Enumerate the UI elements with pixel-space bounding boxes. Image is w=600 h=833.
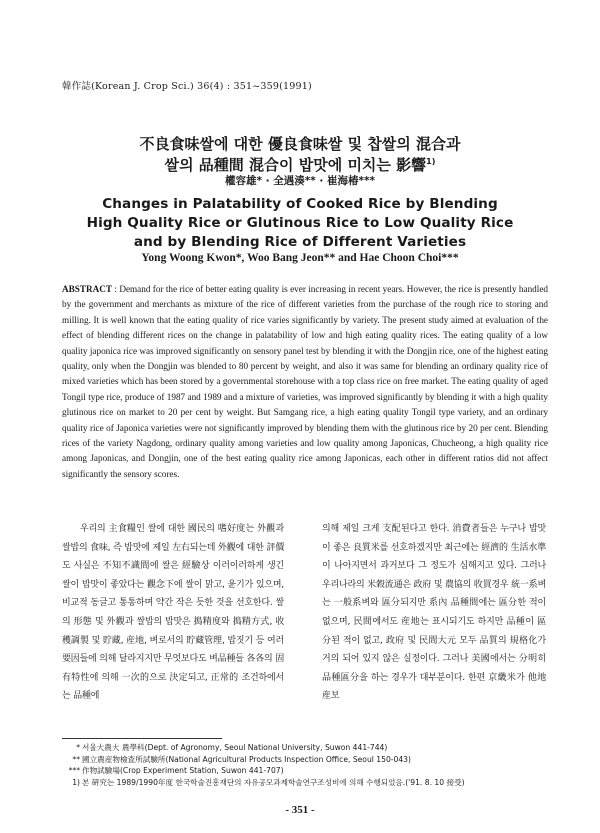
footnote-divider xyxy=(62,738,222,739)
title-footnote-mark: 1) xyxy=(426,157,436,166)
english-authors: Yong Woong Kwon*, Woo Bang Jeon** and Hae Choon Choi*** xyxy=(141,252,459,264)
abstract-label: ABSTRACT xyxy=(62,284,113,294)
footnote-funding xyxy=(62,777,552,789)
footnote-affiliation-3 xyxy=(62,765,552,777)
footnote-text: 서울大農大 農學科(Dept. of Agronomy, Seoul National University, Suwon 441-744) xyxy=(82,743,388,752)
korean-title-line-2 xyxy=(40,152,560,175)
korean-authors: 權容雄* · 全遇湊** · 崔海椿*** xyxy=(224,175,376,187)
footnote-mark: 1) xyxy=(72,777,80,787)
korean-title-text-2: 쌀의 品種間 混合이 밥맛에 미치는 影響 xyxy=(164,156,427,174)
body-right-column: 의해 제일 크게 支配된다고 한다. 消費者들은 누구나 밥맛이 좋은 良質米를 선호하겠지만 최근에는 經濟的 生活水準이 나아지면서 과거보다 그 정도가 심해지고 있다. 그러나 우리나라의 米穀流通은 政府 및 農協의 收買경우 統一系벼는 一般系벼와 區分되지만 系內 品種間에는 區分한 적이 없으며, 民間에서도 産地는 표시되기도 하지만 品種이 區分된 적이 없고, 政府 및 民間大元 모두 品質의 規格化가 거의 되어 있지 않은 실정이다. 그러나 美國에서는 分明히 品種區分을 하는 경우가 대부분이다. 한편 京畿米가 他地産보 xyxy=(322,524,546,702)
body-left-column: 우리의 主食糧인 쌀에 대한 國民의 嗜好度는 外觀과 쌀밥의 食味, 즉 밥맛에 제일 左右되는데 外觀에 대한 評價도 사실은 不知不識間에 쌀은 經驗상 이러이러하게 생긴 쌀이 밥맛이 좋았다는 觀念下에 쌀이 맑고, 윤기가 있으며, 비교적 동글고 통통하며 약간 작은 듯한 것을 선호한다. 쌀의 形態 및 外觀과 쌀밥의 밥맛은 搗精度와 搗精方式, 收穫調製 및 貯藏, 産地, 벼로서의 貯藏管理, 밥짓기 등 여러要因들에 의해 달라지지만 무엇보다도 벼品種들 各各의 固有特性에 의해 一次的으로 決定되고, 正常的 조건하에서는 品種에 xyxy=(62,524,284,702)
journal-reference: 韓作誌(Korean J. Crop Sci.) 36(4) : 351~359(1991) xyxy=(62,81,312,92)
english-title-line-3: and by Blending Rice of Different Varieties xyxy=(133,234,467,250)
footnote-mark: *** xyxy=(68,766,80,776)
footnote-mark: ** xyxy=(72,754,80,764)
abstract xyxy=(62,282,548,482)
footnote-text: 作物試驗場(Crop Experiment Station, Suwon 441-707) xyxy=(82,766,284,776)
footnote-affiliation-1 xyxy=(62,742,552,754)
footnotes xyxy=(62,742,552,788)
english-title-line-1: Changes in Palatability of Cooked Rice by Blending xyxy=(102,196,498,212)
footnote-text: 본 硏究는 1989/1990年度 한국학술진흥재단의 자유공모과제학술연구조성비에 의해 수행되었음.('91. 8. 10 接受) xyxy=(82,777,465,787)
english-title-line-2: High Quality Rice or Glutinous Rice to Low Quality Rice xyxy=(86,215,514,231)
footnote-mark: * xyxy=(76,743,80,752)
page-number: - 351 - xyxy=(285,804,315,816)
korean-title-line-1 xyxy=(40,134,560,154)
footnote-text: 國立農産物檢査所試驗所(National Agricultural Products Inspection Office, Seoul 150-043) xyxy=(82,754,411,764)
footnote-affiliation-2 xyxy=(62,754,552,766)
korean-title-text-1: 不良食味쌀에 대한 優良食味쌀 및 찹쌀의 混合과 xyxy=(139,135,461,153)
abstract-text: : Demand for the rice of better eating quality is ever increasing in recent years. However, the rice is presently handled by the government and merchants as mixture of the rice of different varieties from the purchase of the rough rice to storing and milling. It is well known that the eating quality of rice varies significantly by variety. The present study aimed at evaluation of the effect of blending different rices on the change in palatability of low and high eating quality rices. The eating quality of a low quality japonica rice was improved significantly on sensory panel test by blending it with the Dongjin rice, one of the highest eating quality, only when the Dongjin was blended to 80 percent by weight, and also it was same for blending an ordinary quality rice of mixed varieties which has been stored by a governmental storehouse with a top class rice on free market. The eating quality of aged Tongil type rice, produce of 1987 and 1989 and a mixture of varieties, was improved significantly by blending it with a high quality glutinous rice on market to 20 per cent by weight. But Samgang rice, a high eating quality Tongil type variety, and an ordinary quality rice of Japonica varieties were not significantly improved by blending them with the glutinous rice by 20 per cent. Blending rices of the variety Nagdong, ordinary quality among varieties and low quality among Japonicas, Chucheong, a high quality rice among Japonicas, and Dongjin, one of the best eating quality rice among Japonicas, each other in different ratios did not affect significantly the sensory scores. xyxy=(62,284,548,479)
